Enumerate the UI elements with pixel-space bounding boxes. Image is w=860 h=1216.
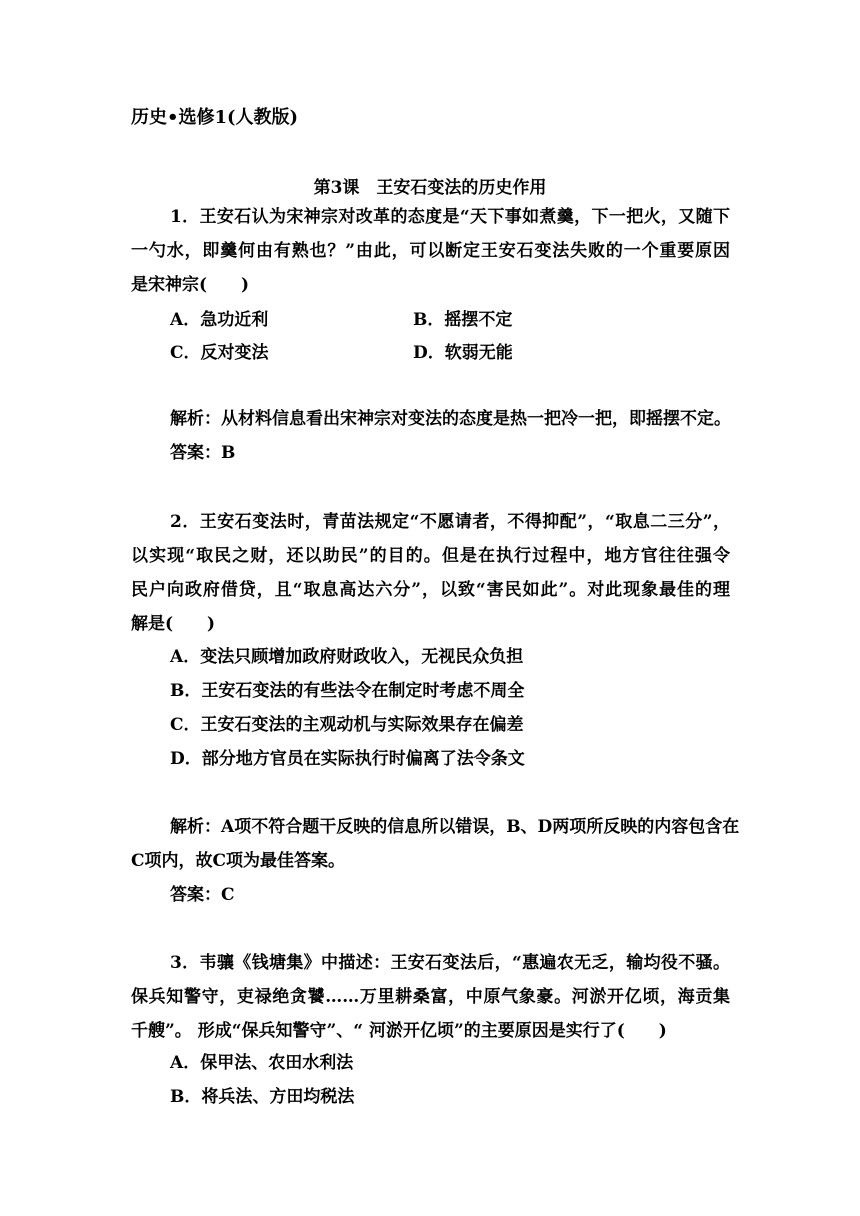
q3-option-b: B．将兵法、方田均税法 bbox=[170, 1087, 355, 1107]
q1-option-c: C．反对变法 bbox=[170, 343, 269, 363]
q2-option-b: B．王安石变法的有些法令在制定时考虑不周全 bbox=[170, 681, 525, 701]
q3-stem-line-2: 保兵知警守，吏禄绝贪饕……万里耕桑富，中原气象豪。河淤开亿顷，海贡集 bbox=[131, 987, 730, 1007]
q2-stem-line-1: 2．王安石变法时，青苗法规定“不愿请者，不得抑配”，“取息二三分”， bbox=[170, 512, 730, 532]
q2-answer: 答案：C bbox=[170, 885, 235, 905]
q2-stem-line-2: 以实现“取民之财，还以助民”的目的。但是在执行过程中，地方官往往强令 bbox=[131, 546, 730, 566]
q2-stem-line-3: 民户向政府借贷，且“取息高达六分”，以致“害民如此”。对此现象最佳的理 bbox=[131, 580, 730, 600]
q1-stem-line-2: 一勺水，即羹何由有熟也？”由此，可以断定王安石变法失败的一个重要原因 bbox=[131, 241, 730, 261]
q1-option-a: A．急功近利 bbox=[170, 310, 269, 330]
book-header: 历史•选修1(人教版) bbox=[131, 107, 299, 128]
q3-stem-line-1: 3．韦骧《钱塘集》中描述：王安石变法后，“惠遍农无乏，输均役不骚。 bbox=[170, 953, 730, 973]
q1-option-d: D．软弱无能 bbox=[413, 343, 513, 363]
q2-analysis-line-2: C项内，故C项为最佳答案。 bbox=[131, 851, 346, 871]
lesson-title: 第3课 王安石变法的历史作用 bbox=[313, 178, 547, 198]
q1-option-b: B．摇摆不定 bbox=[413, 310, 513, 330]
q1-answer: 答案：B bbox=[170, 443, 236, 463]
q2-option-d: D．部分地方官员在实际执行时偏离了法令条文 bbox=[170, 749, 525, 769]
q1-stem-line-3: 是宋神宗( ) bbox=[131, 275, 250, 295]
q2-option-a: A．变法只顾增加政府财政收入，无视民众负担 bbox=[170, 647, 524, 667]
q2-analysis-line-1: 解析：A项不符合题干反映的信息所以错误，B、D两项所反映的内容包含在 bbox=[170, 817, 740, 837]
q1-stem-line-1: 1．王安石认为宋神宗对改革的态度是“天下事如煮羹，下一把火，又随下 bbox=[170, 207, 730, 227]
q2-option-c: C．王安石变法的主观动机与实际效果存在偏差 bbox=[170, 715, 524, 735]
q3-stem-line-3: 千艘”。 形成“保兵知警守”、“ 河淤开亿顷”的主要原因是实行了( ) bbox=[131, 1021, 667, 1041]
q1-analysis: 解析：从材料信息看出宋神宗对变法的态度是热一把冷一把，即摇摆不定。 bbox=[170, 409, 731, 429]
q2-stem-line-4: 解是( ) bbox=[131, 614, 216, 634]
q3-option-a: A．保甲法、农田水利法 bbox=[170, 1053, 354, 1073]
